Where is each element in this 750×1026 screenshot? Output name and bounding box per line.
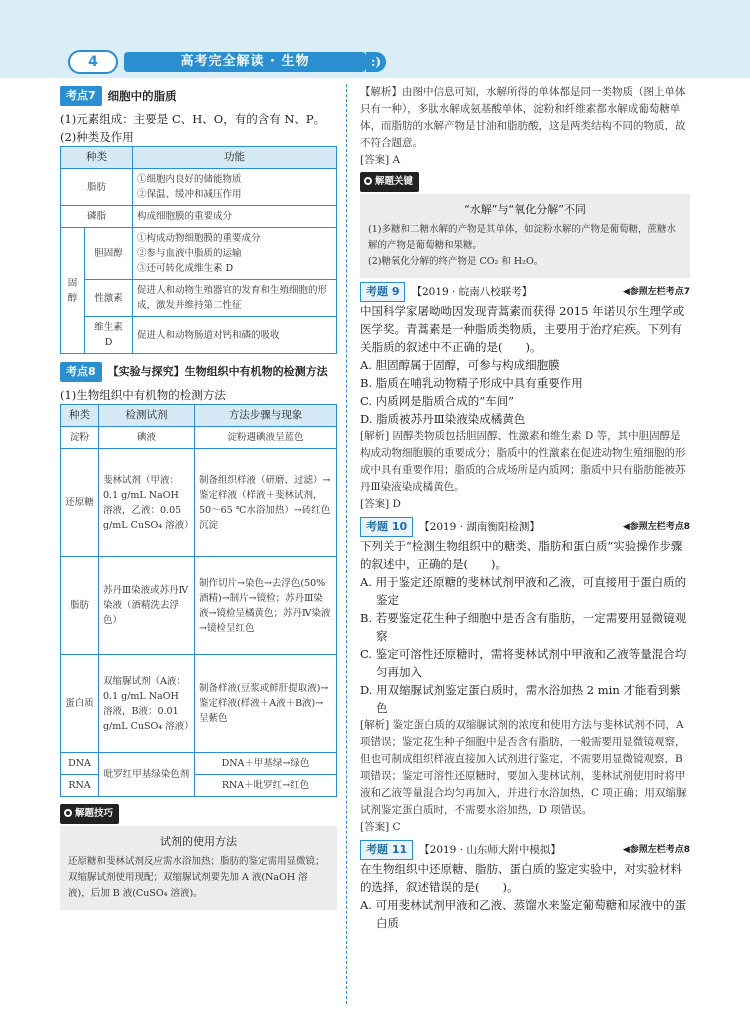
right-column (360, 84, 690, 932)
detect-th-kind: 种类 (61, 405, 99, 427)
q11-heading (360, 840, 690, 860)
prev-analysis: 【解析】由图中信息可知，水解所得的单体都是同一类物质（图上单体只有一种），多肽水解成氨基酸单体，淀粉和纤维素都水解成葡萄糖单体，而脂肪的水解产物是甘油和脂肪酸，这是两类结构不同的物质，故不符合题意。 (360, 86, 686, 149)
phos-func: 构成细胞膜的重要成分 (133, 206, 337, 228)
starch-name: 淀粉 (61, 427, 99, 449)
dna-method: DNA＋甲基绿→绿色 (195, 753, 337, 775)
q9-option-d: D. 脂质被苏丹Ⅲ染液染成橘黄色 (360, 412, 526, 426)
dr-reagent: 吡罗红甲基绿染色剂 (99, 753, 195, 797)
q10-ref: ◀参照左栏考点8 (622, 522, 690, 532)
column-divider (346, 84, 347, 1004)
detect-table (60, 404, 337, 797)
q9-stem: 中国科学家屠呦呦因发现青蒿素而获得 2015 年诺贝尔生理学或医学奖。青蒿素是一种脂质类物质，主要用于治疗疟疾。下列有关脂质的叙述中不正确的是( )。 (360, 304, 685, 354)
sex-func: 促进人和动物生殖器官的发育和生殖细胞的形成，激发并维持第二性征 (133, 280, 337, 317)
key-line1: (1)多糖和二糖水解的产物是其单体，如淀粉水解的产物是葡萄糖，蔗糖水解的产物是葡萄糖和果糖。 (368, 224, 676, 251)
prot-name: 蛋白质 (61, 655, 99, 753)
kp8-line1: (1)生物组织中有机物的检测方法 (60, 388, 226, 402)
sugar-name: 还原糖 (61, 449, 99, 557)
chol-name: 胆固醇 (85, 228, 133, 280)
sugar-method: 制备组织样液（研磨、过滤）→鉴定样液（样液＋斐林试剂，50～65 ℃水浴加热）→砖红色沉淀 (195, 449, 337, 557)
starch-reagent: 碘液 (99, 427, 195, 449)
q9-analysis: [解析] 固醇类物质包括胆固醇、性激素和维生素 D 等，其中胆固醇是构成动物细胞膜的重要成分；脂质中的性激素在促进动物生殖细胞的形成中具有重要作用；脂质的合成场所是内质网；脂质中只有脂肪能被苏丹Ⅲ染液染成橘黄色。 (360, 430, 686, 493)
kp7-line2: (2)种类及作用 (60, 130, 134, 144)
key-head: “水解”与“氧化分解”不同 (464, 203, 586, 216)
q10-heading (360, 517, 690, 537)
q10-option-d: D. 用双缩脲试剂鉴定蛋白质时，需水浴加热 2 min 才能看到紫色 (360, 683, 681, 715)
rna-method: RNA＋吡罗红→红色 (195, 775, 337, 797)
dna-name: DNA (61, 753, 99, 775)
key-tag: 解题关键 (360, 172, 419, 192)
sugar-reagent: 斐林试剂（甲液：0.1 g/mL NaOH 溶液，乙液：0.05 g/mL CuSO₄ 溶液） (99, 449, 195, 557)
q9-ref: ◀参照左栏考点7 (622, 287, 690, 297)
fat-reagent: 苏丹Ⅲ染液或苏丹Ⅳ染液（酒精洗去浮色） (99, 557, 195, 655)
key-block (360, 171, 690, 278)
page-header (68, 50, 692, 74)
fat-func: ①细胞内良好的储能物质 ②保温、缓冲和减压作用 (133, 169, 337, 206)
vd-func: 促进人和动物肠道对钙和磷的吸收 (133, 317, 337, 354)
tip-block (60, 803, 337, 910)
lipid-table (60, 146, 337, 354)
key-line2: (2)糖氧化分解的终产物是 CO₂ 和 H₂O。 (368, 256, 544, 267)
key-box (360, 194, 690, 278)
kp8-title: 【实验与探究】生物组织中有机物的检测方法 (107, 365, 328, 378)
q11-ref: ◀参照左栏考点8 (622, 845, 690, 855)
page-number: 4 (68, 50, 118, 74)
prev-answer: [答案] A (360, 154, 401, 166)
kp7-heading (60, 86, 337, 106)
q10-option-c: C. 鉴定可溶性还原糖时，需将斐林试剂中甲液和乙液等量混合均匀再加入 (360, 647, 687, 679)
sex-name: 性激素 (85, 280, 133, 317)
q9-source: 【2019 · 皖南八校联考】 (411, 286, 533, 298)
q10-tag: 考题 10 (360, 517, 413, 537)
q10-answer: [答案] C (360, 821, 401, 833)
q9-tag: 考题 9 (360, 282, 405, 302)
phos-name: 磷脂 (61, 206, 133, 228)
q9-answer: [答案] D (360, 498, 401, 510)
q10-option-a: A. 用于鉴定还原糖的斐林试剂甲液和乙液，可直接用于蛋白质的鉴定 (360, 575, 687, 607)
rna-name: RNA (61, 775, 99, 797)
tip-body: 还原糖和斐林试剂反应需水浴加热；脂肪的鉴定需用显微镜；双缩脲试剂使用现配；双缩脲试剂要先加 A 液(NaOH 溶液)，后加 B 液(CuSO₄ 溶液)。 (68, 856, 325, 899)
detect-th-reagent: 检测试剂 (99, 405, 195, 427)
gear-icon (64, 809, 72, 817)
fat-name: 脂肪 (61, 169, 133, 206)
book-title: 高考完全解读 · 生物 (124, 52, 366, 72)
sterol-name: 固醇 (61, 228, 85, 354)
q10-source: 【2019 · 湖南衡阳检测】 (419, 521, 540, 533)
q9-option-c: C. 内质网是脂质合成的“车间” (360, 394, 514, 408)
q10-option-b: B. 若要鉴定花生种子细胞中是否含有脂肪，一定需要用显微镜观察 (360, 611, 687, 643)
kp7-tag: 考点7 (60, 86, 102, 106)
fat-method: 制作切片→染色→去浮色(50%酒精)→制片→镜检；苏丹Ⅲ染液→镜检呈橘黄色；苏丹Ⅳ染液→镜检呈红色 (195, 557, 337, 655)
starch-method: 淀粉遇碘液呈蓝色 (195, 427, 337, 449)
kp7-line1: (1)元素组成：主要是 C、H、O，有的含有 N、P。 (60, 112, 326, 126)
prot-reagent: 双缩脲试剂（A液：0.1 g/mL NaOH 溶液，B液：0.01 g/mL CuSO₄ 溶液） (99, 655, 195, 753)
fat-test-name: 脂肪 (61, 557, 99, 655)
q11-stem: 在生物组织中还原糖、脂肪、蛋白质的鉴定实验中，对实验材料的选择，叙述错误的是( )。 (360, 862, 682, 894)
kp7-title: 细胞中的脂质 (107, 89, 177, 103)
q9-option-a: A. 胆固醇属于固醇，可参与构成细胞膜 (360, 358, 560, 372)
prot-method: 制备样液(豆浆或鲜肝提取液)→鉴定样液(样液＋A液＋B液)→呈紫色 (195, 655, 337, 753)
q9-heading (360, 282, 690, 302)
header-dots: :) (366, 52, 386, 72)
chol-func: ①构成动物细胞膜的重要成分 ②参与血液中脂质的运输 ③还可转化成维生素 D (133, 228, 337, 280)
q10-stem: 下列关于“检测生物组织中的糖类、脂肪和蛋白质”实验操作步骤的叙述中，正确的是( )。 (360, 539, 683, 571)
lipid-th-func: 功能 (133, 147, 337, 169)
q9-option-b: B. 脂质在哺乳动物精子形成中具有重要作用 (360, 376, 583, 390)
gear-icon (364, 177, 372, 185)
q10-analysis: [解析] 鉴定蛋白质的双缩脲试剂的浓度和使用方法与斐林试剂不同，A 项错误；鉴定花生种子细胞中是否含有脂肪，一般需要用显微镜观察，但也可制成组织样液直接加入试剂进行鉴定，不需要用显微镜观察，B 项错误；鉴定可溶性还原糖时，要加入斐林试剂，斐林试剂使用时将甲液和乙液等量混合均匀再加入，并进行水浴加热，C 项正确；用双缩脲试剂鉴定蛋白质时，不需要水浴加热，D 项错误。 (360, 719, 687, 816)
lipid-th-kind: 种类 (61, 147, 133, 169)
tip-head: 试剂的使用方法 (160, 835, 237, 848)
tip-tag: 解题技巧 (60, 804, 119, 824)
kp8-heading (60, 362, 337, 382)
vd-name: 维生素 D (85, 317, 133, 354)
q11-option-a: A. 可用斐林试剂甲液和乙液、蒸馏水来鉴定葡萄糖和尿液中的蛋白质 (360, 898, 687, 930)
q11-source: 【2019 · 山东师大附中模拟】 (419, 844, 561, 856)
left-column (60, 84, 337, 910)
kp8-tag: 考点8 (60, 362, 102, 382)
detect-th-method: 方法步骤与现象 (195, 405, 337, 427)
q11-tag: 考题 11 (360, 840, 413, 860)
tip-box (60, 826, 337, 910)
